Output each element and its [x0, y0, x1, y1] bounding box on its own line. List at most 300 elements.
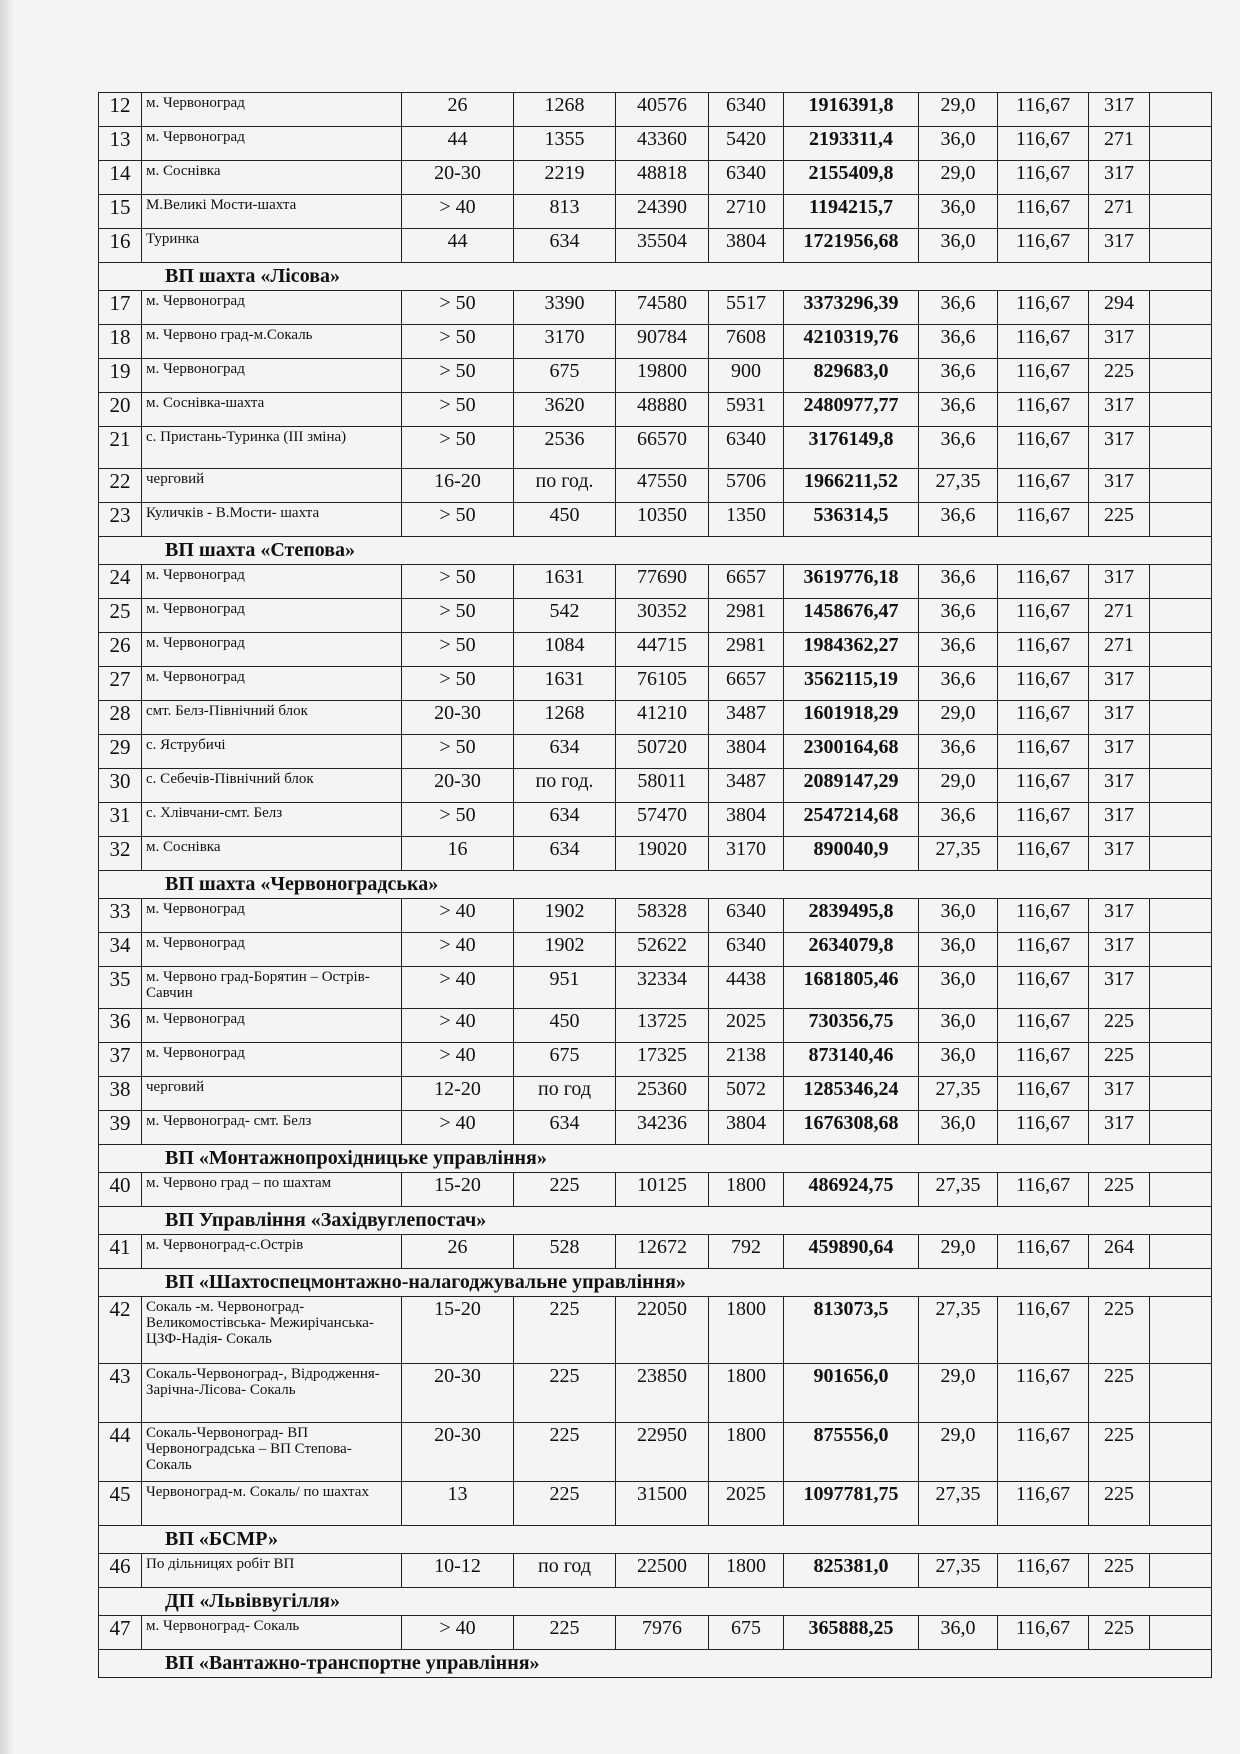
price-cell: 116,67 [998, 427, 1089, 469]
row-number: 38 [99, 1077, 142, 1111]
km-cell: 22950 [616, 1423, 709, 1482]
empty-cell [1150, 565, 1212, 599]
route-cell: черговий [142, 1077, 402, 1111]
table-row [99, 803, 1212, 837]
row-number: 29 [99, 735, 142, 769]
section-header-row [99, 1650, 1212, 1678]
days-cell: 225 [1089, 1043, 1150, 1077]
empty-cell [1150, 599, 1212, 633]
route-cell: м. Червоноград- Сокаль [142, 1616, 402, 1650]
days-cell: 317 [1089, 1077, 1150, 1111]
empty-cell [1150, 837, 1212, 871]
distance-cell: 15-20 [402, 1297, 514, 1364]
km-cell: 30352 [616, 599, 709, 633]
distance-cell: > 40 [402, 1009, 514, 1043]
distance-cell: > 50 [402, 427, 514, 469]
km-cell: 48880 [616, 393, 709, 427]
section-header-row [99, 1207, 1212, 1235]
km-cell: 13725 [616, 1009, 709, 1043]
distance-cell: > 40 [402, 967, 514, 1009]
route-cell: м. Червоноград [142, 127, 402, 161]
price-cell: 116,67 [998, 1111, 1089, 1145]
row-number: 20 [99, 393, 142, 427]
trips-cell: 1902 [514, 933, 616, 967]
table-row [99, 469, 1212, 503]
route-cell: м. Соснівка-шахта [142, 393, 402, 427]
table-row [99, 735, 1212, 769]
trips-cell: 450 [514, 1009, 616, 1043]
rate-cell: 36,0 [919, 1616, 998, 1650]
empty-cell [1150, 93, 1212, 127]
empty-cell [1150, 229, 1212, 263]
days-cell: 271 [1089, 127, 1150, 161]
distance-cell: > 40 [402, 1616, 514, 1650]
hours-cell: 6340 [709, 933, 784, 967]
route-cell: м. Червоноград [142, 565, 402, 599]
route-cell: Туринка [142, 229, 402, 263]
trips-cell: 225 [514, 1364, 616, 1423]
rate-cell: 29,0 [919, 93, 998, 127]
trips-cell: 675 [514, 359, 616, 393]
distance-cell: > 50 [402, 803, 514, 837]
km-cell: 7976 [616, 1616, 709, 1650]
trips-cell: по год [514, 1554, 616, 1588]
hours-cell: 792 [709, 1235, 784, 1269]
section-title: ВП «Вантажно-транспортне управління» [99, 1650, 1212, 1678]
days-cell: 317 [1089, 325, 1150, 359]
price-cell: 116,67 [998, 325, 1089, 359]
price-cell: 116,67 [998, 803, 1089, 837]
empty-cell [1150, 291, 1212, 325]
empty-cell [1150, 1616, 1212, 1650]
empty-cell [1150, 1043, 1212, 1077]
row-number: 27 [99, 667, 142, 701]
amount-cell: 1984362,27 [784, 633, 919, 667]
trips-cell: 1355 [514, 127, 616, 161]
trips-cell: 225 [514, 1482, 616, 1526]
amount-cell: 2480977,77 [784, 393, 919, 427]
days-cell: 271 [1089, 195, 1150, 229]
price-cell: 116,67 [998, 599, 1089, 633]
amount-cell: 1966211,52 [784, 469, 919, 503]
amount-cell: 1721956,68 [784, 229, 919, 263]
table-row [99, 1616, 1212, 1650]
trips-cell: 225 [514, 1297, 616, 1364]
days-cell: 225 [1089, 1173, 1150, 1207]
hours-cell: 6657 [709, 667, 784, 701]
rate-cell: 27,35 [919, 837, 998, 871]
table-row [99, 1173, 1212, 1207]
trips-cell: 225 [514, 1173, 616, 1207]
km-cell: 34236 [616, 1111, 709, 1145]
km-cell: 10125 [616, 1173, 709, 1207]
empty-cell [1150, 127, 1212, 161]
hours-cell: 5517 [709, 291, 784, 325]
hours-cell: 3804 [709, 735, 784, 769]
price-cell: 116,67 [998, 1297, 1089, 1364]
rate-cell: 36,6 [919, 803, 998, 837]
amount-cell: 536314,5 [784, 503, 919, 537]
row-number: 24 [99, 565, 142, 599]
trips-cell: по год [514, 1077, 616, 1111]
distance-cell: 10-12 [402, 1554, 514, 1588]
route-cell: черговий [142, 469, 402, 503]
empty-cell [1150, 1554, 1212, 1588]
km-cell: 66570 [616, 427, 709, 469]
routes-table [98, 92, 1212, 1678]
section-header-row [99, 537, 1212, 565]
trips-cell: 634 [514, 735, 616, 769]
price-cell: 116,67 [998, 161, 1089, 195]
days-cell: 317 [1089, 229, 1150, 263]
hours-cell: 6340 [709, 899, 784, 933]
row-number: 35 [99, 967, 142, 1009]
price-cell: 116,67 [998, 735, 1089, 769]
distance-cell: > 50 [402, 735, 514, 769]
empty-cell [1150, 1297, 1212, 1364]
trips-cell: 1631 [514, 667, 616, 701]
table-row [99, 195, 1212, 229]
distance-cell: > 40 [402, 933, 514, 967]
days-cell: 294 [1089, 291, 1150, 325]
distance-cell: > 50 [402, 599, 514, 633]
empty-cell [1150, 933, 1212, 967]
section-title: ВП «Монтажнопрохідницьке управління» [99, 1145, 1212, 1173]
km-cell: 10350 [616, 503, 709, 537]
trips-cell: 542 [514, 599, 616, 633]
amount-cell: 1194215,7 [784, 195, 919, 229]
table-row [99, 1009, 1212, 1043]
table-row [99, 325, 1212, 359]
table-row [99, 93, 1212, 127]
amount-cell: 1458676,47 [784, 599, 919, 633]
distance-cell: > 50 [402, 291, 514, 325]
row-number: 19 [99, 359, 142, 393]
km-cell: 58011 [616, 769, 709, 803]
days-cell: 317 [1089, 393, 1150, 427]
amount-cell: 1916391,8 [784, 93, 919, 127]
trips-cell: 951 [514, 967, 616, 1009]
hours-cell: 6340 [709, 161, 784, 195]
hours-cell: 1800 [709, 1423, 784, 1482]
days-cell: 225 [1089, 503, 1150, 537]
days-cell: 317 [1089, 701, 1150, 735]
route-cell: с. Пристань-Туринка (ІІІ зміна) [142, 427, 402, 469]
distance-cell: > 50 [402, 325, 514, 359]
table-row [99, 291, 1212, 325]
amount-cell: 1097781,75 [784, 1482, 919, 1526]
rate-cell: 36,0 [919, 933, 998, 967]
rate-cell: 29,0 [919, 1364, 998, 1423]
distance-cell: 20-30 [402, 1364, 514, 1423]
hours-cell: 1800 [709, 1554, 784, 1588]
table-row [99, 1235, 1212, 1269]
trips-cell: по год. [514, 469, 616, 503]
hours-cell: 3804 [709, 803, 784, 837]
row-number: 16 [99, 229, 142, 263]
row-number: 33 [99, 899, 142, 933]
km-cell: 76105 [616, 667, 709, 701]
route-cell: Сокаль-Червоноград- ВП Червоноградська – ВП Степова-Сокаль [142, 1423, 402, 1482]
trips-cell: по год. [514, 769, 616, 803]
empty-cell [1150, 359, 1212, 393]
rate-cell: 27,35 [919, 469, 998, 503]
row-number: 42 [99, 1297, 142, 1364]
amount-cell: 1676308,68 [784, 1111, 919, 1145]
amount-cell: 2193311,4 [784, 127, 919, 161]
amount-cell: 730356,75 [784, 1009, 919, 1043]
days-cell: 317 [1089, 769, 1150, 803]
empty-cell [1150, 161, 1212, 195]
price-cell: 116,67 [998, 1009, 1089, 1043]
km-cell: 19020 [616, 837, 709, 871]
km-cell: 24390 [616, 195, 709, 229]
rate-cell: 29,0 [919, 1235, 998, 1269]
trips-cell: 2536 [514, 427, 616, 469]
amount-cell: 2839495,8 [784, 899, 919, 933]
section-header-row [99, 263, 1212, 291]
trips-cell: 675 [514, 1043, 616, 1077]
price-cell: 116,67 [998, 837, 1089, 871]
empty-cell [1150, 1364, 1212, 1423]
km-cell: 12672 [616, 1235, 709, 1269]
distance-cell: > 40 [402, 899, 514, 933]
route-cell: м. Червоноград [142, 359, 402, 393]
table-row [99, 229, 1212, 263]
hours-cell: 3804 [709, 229, 784, 263]
km-cell: 43360 [616, 127, 709, 161]
row-number: 34 [99, 933, 142, 967]
hours-cell: 675 [709, 1616, 784, 1650]
km-cell: 74580 [616, 291, 709, 325]
km-cell: 32334 [616, 967, 709, 1009]
price-cell: 116,67 [998, 967, 1089, 1009]
table-row [99, 967, 1212, 1009]
rate-cell: 29,0 [919, 769, 998, 803]
hours-cell: 5706 [709, 469, 784, 503]
trips-cell: 634 [514, 1111, 616, 1145]
price-cell: 116,67 [998, 933, 1089, 967]
price-cell: 116,67 [998, 1235, 1089, 1269]
row-number: 45 [99, 1482, 142, 1526]
price-cell: 116,67 [998, 195, 1089, 229]
amount-cell: 3176149,8 [784, 427, 919, 469]
price-cell: 116,67 [998, 503, 1089, 537]
days-cell: 225 [1089, 1297, 1150, 1364]
route-cell: м. Червоно град-Борятин – Острів-Савчин [142, 967, 402, 1009]
km-cell: 22500 [616, 1554, 709, 1588]
km-cell: 17325 [616, 1043, 709, 1077]
section-title: ВП Управління «Західвуглепостач» [99, 1207, 1212, 1235]
row-number: 46 [99, 1554, 142, 1588]
km-cell: 23850 [616, 1364, 709, 1423]
row-number: 36 [99, 1009, 142, 1043]
km-cell: 22050 [616, 1297, 709, 1364]
distance-cell: 15-20 [402, 1173, 514, 1207]
days-cell: 317 [1089, 161, 1150, 195]
table-row [99, 1043, 1212, 1077]
rate-cell: 36,0 [919, 127, 998, 161]
km-cell: 48818 [616, 161, 709, 195]
hours-cell: 3487 [709, 769, 784, 803]
price-cell: 116,67 [998, 1077, 1089, 1111]
row-number: 21 [99, 427, 142, 469]
trips-cell: 3170 [514, 325, 616, 359]
route-cell: с. Себечів-Північний блок [142, 769, 402, 803]
rate-cell: 27,35 [919, 1077, 998, 1111]
route-cell: Сокаль-Червоноград-, Відродження- Зарічна-Лісова- Сокаль [142, 1364, 402, 1423]
rate-cell: 36,6 [919, 503, 998, 537]
distance-cell: 13 [402, 1482, 514, 1526]
distance-cell: > 40 [402, 1043, 514, 1077]
table-row [99, 427, 1212, 469]
hours-cell: 3170 [709, 837, 784, 871]
rate-cell: 36,0 [919, 967, 998, 1009]
hours-cell: 2025 [709, 1009, 784, 1043]
price-cell: 116,67 [998, 701, 1089, 735]
km-cell: 57470 [616, 803, 709, 837]
table-row [99, 127, 1212, 161]
price-cell: 116,67 [998, 565, 1089, 599]
km-cell: 31500 [616, 1482, 709, 1526]
amount-cell: 813073,5 [784, 1297, 919, 1364]
trips-cell: 3390 [514, 291, 616, 325]
row-number: 25 [99, 599, 142, 633]
hours-cell: 2710 [709, 195, 784, 229]
trips-cell: 1902 [514, 899, 616, 933]
days-cell: 225 [1089, 1423, 1150, 1482]
price-cell: 116,67 [998, 899, 1089, 933]
days-cell: 317 [1089, 933, 1150, 967]
row-number: 17 [99, 291, 142, 325]
days-cell: 225 [1089, 1616, 1150, 1650]
row-number: 31 [99, 803, 142, 837]
rate-cell: 36,6 [919, 667, 998, 701]
row-number: 44 [99, 1423, 142, 1482]
trips-cell: 634 [514, 229, 616, 263]
route-cell: Червоноград-м. Сокаль/ по шахтах [142, 1482, 402, 1526]
trips-cell: 2219 [514, 161, 616, 195]
km-cell: 90784 [616, 325, 709, 359]
trips-cell: 1268 [514, 701, 616, 735]
hours-cell: 2981 [709, 599, 784, 633]
price-cell: 116,67 [998, 1482, 1089, 1526]
route-cell: м. Червоноград-с.Острів [142, 1235, 402, 1269]
route-cell: м. Червоноград- смт. Белз [142, 1111, 402, 1145]
table-row [99, 633, 1212, 667]
amount-cell: 4210319,76 [784, 325, 919, 359]
empty-cell [1150, 899, 1212, 933]
route-cell: м. Червоноград [142, 599, 402, 633]
amount-cell: 901656,0 [784, 1364, 919, 1423]
route-cell: с. Яструбичі [142, 735, 402, 769]
days-cell: 317 [1089, 899, 1150, 933]
days-cell: 225 [1089, 1482, 1150, 1526]
row-number: 37 [99, 1043, 142, 1077]
days-cell: 225 [1089, 1009, 1150, 1043]
distance-cell: > 50 [402, 667, 514, 701]
rate-cell: 29,0 [919, 701, 998, 735]
price-cell: 116,67 [998, 1423, 1089, 1482]
route-cell: Куличків - В.Мости- шахта [142, 503, 402, 537]
row-number: 18 [99, 325, 142, 359]
empty-cell [1150, 1077, 1212, 1111]
empty-cell [1150, 769, 1212, 803]
table-row [99, 393, 1212, 427]
km-cell: 47550 [616, 469, 709, 503]
empty-cell [1150, 633, 1212, 667]
rate-cell: 27,35 [919, 1554, 998, 1588]
distance-cell: 44 [402, 127, 514, 161]
distance-cell: > 40 [402, 195, 514, 229]
distance-cell: 26 [402, 1235, 514, 1269]
km-cell: 35504 [616, 229, 709, 263]
amount-cell: 2634079,8 [784, 933, 919, 967]
distance-cell: > 50 [402, 503, 514, 537]
km-cell: 52622 [616, 933, 709, 967]
days-cell: 317 [1089, 427, 1150, 469]
row-number: 12 [99, 93, 142, 127]
row-number: 23 [99, 503, 142, 537]
rate-cell: 36,6 [919, 325, 998, 359]
days-cell: 317 [1089, 735, 1150, 769]
distance-cell: 44 [402, 229, 514, 263]
route-cell: м. Червоноград [142, 1009, 402, 1043]
empty-cell [1150, 1423, 1212, 1482]
rate-cell: 27,35 [919, 1482, 998, 1526]
rate-cell: 36,6 [919, 735, 998, 769]
amount-cell: 2300164,68 [784, 735, 919, 769]
row-number: 41 [99, 1235, 142, 1269]
rate-cell: 36,6 [919, 633, 998, 667]
table-row [99, 1554, 1212, 1588]
trips-cell: 634 [514, 837, 616, 871]
amount-cell: 1285346,24 [784, 1077, 919, 1111]
empty-cell [1150, 701, 1212, 735]
empty-cell [1150, 667, 1212, 701]
rate-cell: 36,0 [919, 1043, 998, 1077]
distance-cell: 20-30 [402, 701, 514, 735]
km-cell: 58328 [616, 899, 709, 933]
hours-cell: 6340 [709, 93, 784, 127]
row-number: 28 [99, 701, 142, 735]
amount-cell: 486924,75 [784, 1173, 919, 1207]
trips-cell: 1631 [514, 565, 616, 599]
table-row [99, 1111, 1212, 1145]
amount-cell: 890040,9 [784, 837, 919, 871]
amount-cell: 3373296,39 [784, 291, 919, 325]
empty-cell [1150, 1009, 1212, 1043]
hours-cell: 1800 [709, 1364, 784, 1423]
km-cell: 44715 [616, 633, 709, 667]
route-cell: м. Червоноград [142, 933, 402, 967]
rate-cell: 27,35 [919, 1297, 998, 1364]
hours-cell: 2138 [709, 1043, 784, 1077]
days-cell: 317 [1089, 469, 1150, 503]
rate-cell: 36,6 [919, 427, 998, 469]
route-cell: М.Великі Мости-шахта [142, 195, 402, 229]
hours-cell: 5931 [709, 393, 784, 427]
row-number: 14 [99, 161, 142, 195]
distance-cell: 20-30 [402, 769, 514, 803]
days-cell: 225 [1089, 359, 1150, 393]
km-cell: 77690 [616, 565, 709, 599]
trips-cell: 634 [514, 803, 616, 837]
rate-cell: 36,0 [919, 1111, 998, 1145]
rate-cell: 36,6 [919, 359, 998, 393]
hours-cell: 3804 [709, 1111, 784, 1145]
hours-cell: 5072 [709, 1077, 784, 1111]
